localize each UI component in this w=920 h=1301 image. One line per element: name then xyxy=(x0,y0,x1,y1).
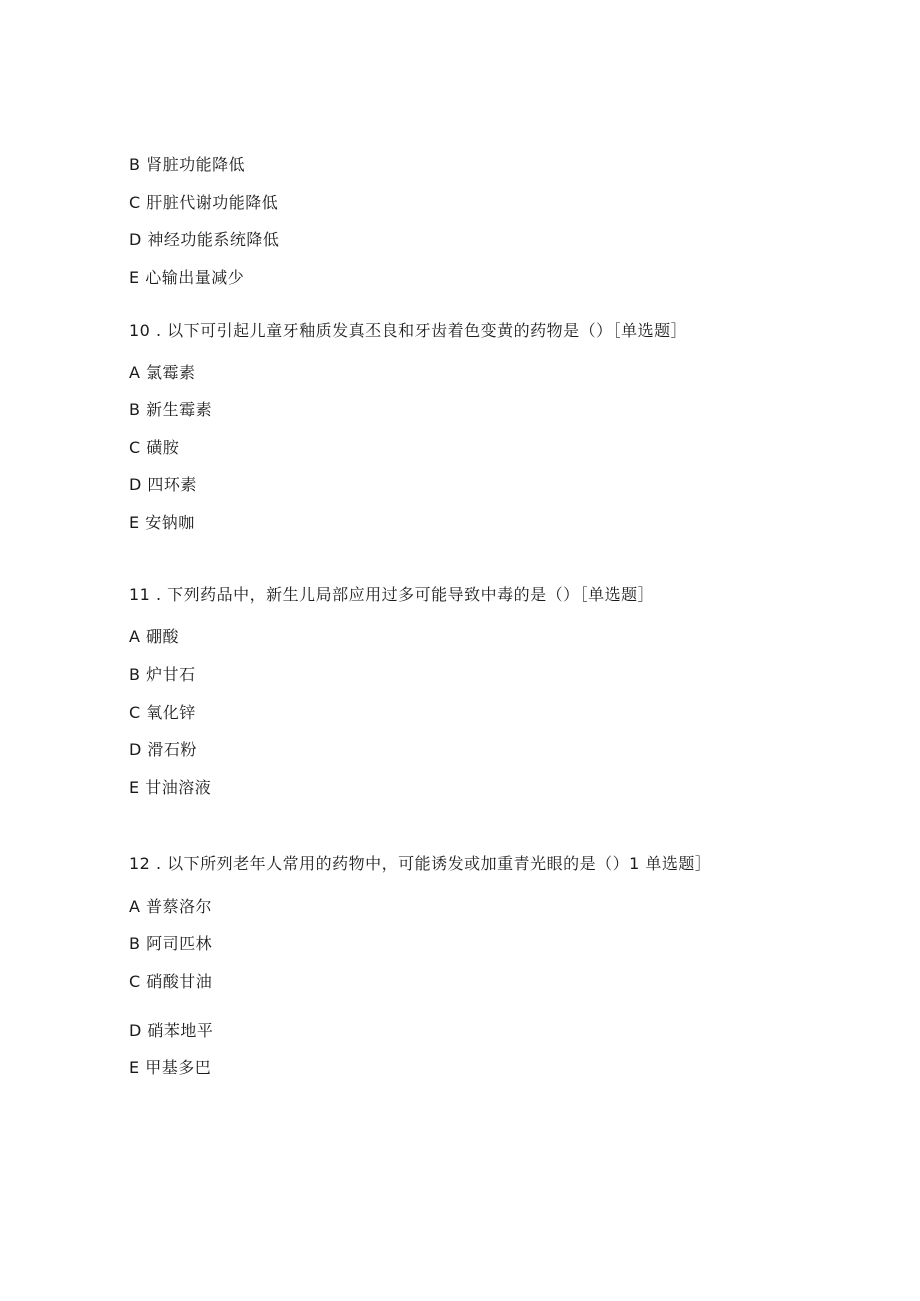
q12-stem: 12 . 以下所列老年人常用的药物中，可能诱发或加重青光眼的是（）1 单选题］ xyxy=(129,854,712,873)
q11-option-c: C 氧化锌 xyxy=(129,703,196,722)
q11-option-b: B 炉甘石 xyxy=(129,665,196,684)
q10-option-d: D 四环素 xyxy=(129,475,197,494)
q12-option-d: D 硝苯地平 xyxy=(129,1021,214,1040)
q11-stem: 11 . 下列药品中，新生儿局部应用过多可能导致中毒的是（）［单选题］ xyxy=(129,585,655,604)
q10-option-a: A 氯霉素 xyxy=(129,363,196,382)
q9-option-e: E 心输出量减少 xyxy=(129,268,245,287)
q10-option-b: B 新生霉素 xyxy=(129,400,213,419)
q11-option-d: D 滑石粉 xyxy=(129,740,197,759)
q12-option-e: E 甲基多巴 xyxy=(129,1058,212,1077)
q9-option-d: D 神经功能系统降低 xyxy=(129,230,280,249)
q9-option-b: B 肾脏功能降低 xyxy=(129,155,246,174)
q9-option-c: C 肝脏代谢功能降低 xyxy=(129,193,279,212)
q12-option-b: B 阿司匹林 xyxy=(129,934,213,953)
q10-option-c: C 磺胺 xyxy=(129,438,180,457)
q11-option-e: E 甘油溶液 xyxy=(129,778,212,797)
q10-option-e: E 安钠咖 xyxy=(129,513,195,532)
q10-stem: 10 . 以下可引起儿童牙釉质发真丕良和牙齿着色变黄的药物是（）［单选题］ xyxy=(129,321,688,340)
q12-option-a: A 普蔡洛尔 xyxy=(129,897,213,916)
q11-option-a: A 硼酸 xyxy=(129,627,180,646)
q12-option-c: C 硝酸甘油 xyxy=(129,972,213,991)
